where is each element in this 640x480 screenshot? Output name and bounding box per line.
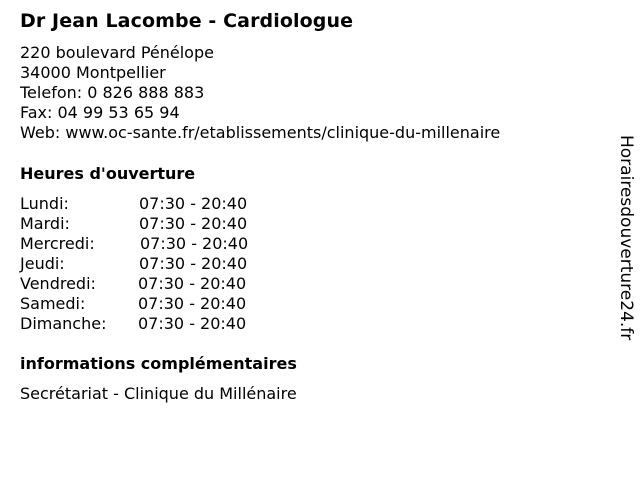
hours-row-friday [20, 274, 320, 294]
hours-row-sunday [20, 314, 320, 334]
opening-hours-heading: Heures d'ouverture [20, 164, 196, 183]
day-hours: 07:30 - 20:40 [139, 194, 248, 213]
fax-number: Fax: 04 99 53 65 94 [20, 103, 180, 122]
hours-row-tuesday [20, 214, 320, 234]
day-label: Vendredi: [20, 274, 96, 293]
day-label: Mercredi: [20, 234, 95, 253]
day-hours: 07:30 - 20:40 [139, 254, 248, 273]
website-link[interactable]: Web: www.oc-sante.fr/etablissements/clinique-du-millenaire [20, 123, 501, 142]
day-label: Lundi: [20, 194, 69, 213]
day-label: Mardi: [20, 214, 70, 233]
address-street: 220 boulevard Pénélope [20, 43, 214, 62]
phone-number[interactable]: Telefon: 0 826 888 883 [20, 83, 205, 102]
page-title: Dr Jean Lacombe - Cardiologue [20, 10, 354, 32]
day-hours: 07:30 - 20:40 [140, 234, 249, 253]
hours-row-thursday [20, 254, 320, 274]
day-hours: 07:30 - 20:40 [138, 294, 247, 313]
day-label: Jeudi: [20, 254, 65, 273]
hours-row-monday [20, 194, 320, 214]
day-hours: 07:30 - 20:40 [138, 314, 247, 333]
hours-row-wednesday [20, 234, 320, 254]
additional-info-text: Secrétariat - Clinique du Millénaire [20, 384, 297, 403]
day-label: Dimanche: [20, 314, 107, 333]
brand-watermark[interactable]: Horairesdouverture24.fr [616, 135, 636, 341]
address-city: 34000 Montpellier [20, 63, 166, 82]
day-label: Samedi: [20, 294, 86, 313]
day-hours: 07:30 - 20:40 [138, 274, 247, 293]
additional-info-heading: informations complémentaires [20, 354, 297, 373]
hours-row-saturday [20, 294, 320, 314]
day-hours: 07:30 - 20:40 [139, 214, 248, 233]
